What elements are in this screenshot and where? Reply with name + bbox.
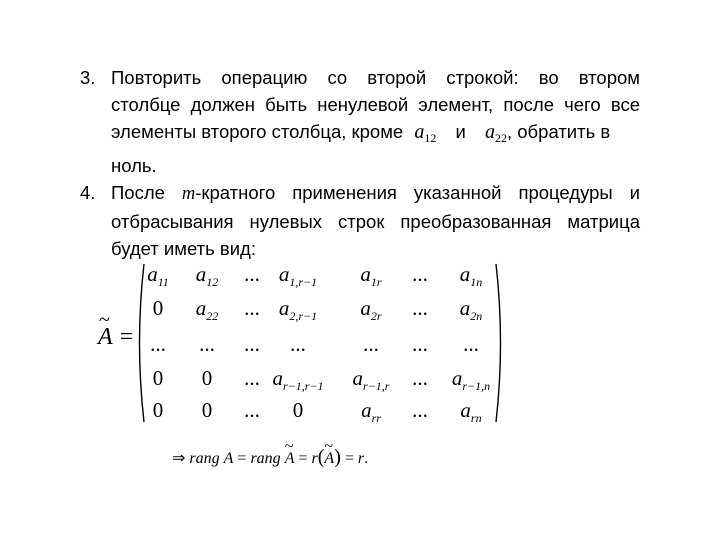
matrix-cell: ... — [199, 332, 215, 356]
left-parenthesis — [135, 262, 145, 424]
text-line: будет иметь вид: — [111, 238, 256, 259]
matrix-cell: $a_{2r}$ — [360, 296, 382, 323]
matrix-cell: ... — [244, 262, 260, 286]
text-line: столбце должен быть ненулевой элемент, после чего все — [111, 94, 640, 115]
text-line: ноль. — [111, 155, 157, 176]
matrix-cell: $a_{2,r-1}$ — [278, 296, 318, 323]
matrix-cell: $a_{2n}$ — [459, 296, 483, 323]
matrix-cell: ... — [412, 332, 428, 356]
matrix-cell: 0 — [201, 398, 213, 422]
item-number: 3. — [80, 67, 96, 88]
matrix-cell: $a_{r-1,r}$ — [352, 366, 390, 393]
matrix-cell: 0 — [292, 398, 304, 422]
matrix-cell: ... — [244, 398, 260, 422]
matrix-cell: ... — [412, 366, 428, 390]
matrix-cell: ... — [290, 332, 306, 356]
matrix-cell: $a_{12}$ — [195, 262, 219, 289]
matrix-cell: ... — [412, 296, 428, 320]
matrix-cell: $a_{11}$ — [147, 262, 169, 289]
matrix — [135, 262, 505, 424]
text-line: После m-кратного применения указанной процедуры и — [111, 182, 640, 204]
list-item-4 — [80, 179, 640, 262]
item-number: 4. — [80, 182, 96, 203]
matrix-cell: 0 — [152, 296, 164, 320]
matrix-cell: ... — [150, 332, 166, 356]
matrix-cell: ... — [363, 332, 379, 356]
matrix-cell: 0 — [201, 366, 213, 390]
matrix-cell: $a_{1,r-1}$ — [278, 262, 318, 289]
matrix-cell: $a_{1r}$ — [360, 262, 382, 289]
text-line: отбрасывания нулевых строк преобразованная матрица — [111, 211, 640, 232]
matrix-cell: 0 — [152, 398, 164, 422]
matrix-cell: ... — [244, 296, 260, 320]
matrix-label: ~ A = — [98, 324, 134, 351]
text-line: элементы второго столбца, кроме $a_{12}$ и $a_{22}$, обратить в — [111, 121, 611, 145]
matrix-cell: $a_{22}$ — [195, 296, 219, 323]
matrix-cell: $a_{1n}$ — [459, 262, 483, 289]
matrix-cell: $a_{r-1,n}$ — [451, 366, 491, 393]
matrix-cell: ... — [463, 332, 479, 356]
matrix-cell: ... — [244, 366, 260, 390]
matrix-cell: ... — [244, 332, 260, 356]
rank-equation: ⇒ rang A = rang ~ A = r(~ A) = r. — [172, 446, 368, 469]
matrix-cell: 0 — [152, 366, 164, 390]
right-parenthesis — [495, 262, 505, 424]
text-line: Повторить операцию со второй строкой: во втором — [111, 67, 640, 88]
matrix-cell: ... — [412, 398, 428, 422]
matrix-cell: $a_{r-1,r-1}$ — [272, 366, 324, 393]
matrix-cell: $a_{rn}$ — [460, 398, 482, 425]
matrix-cell: $a_{rr}$ — [361, 398, 381, 425]
text-list — [80, 64, 640, 262]
list-item-3 — [80, 64, 640, 179]
matrix-cell: ... — [412, 262, 428, 286]
